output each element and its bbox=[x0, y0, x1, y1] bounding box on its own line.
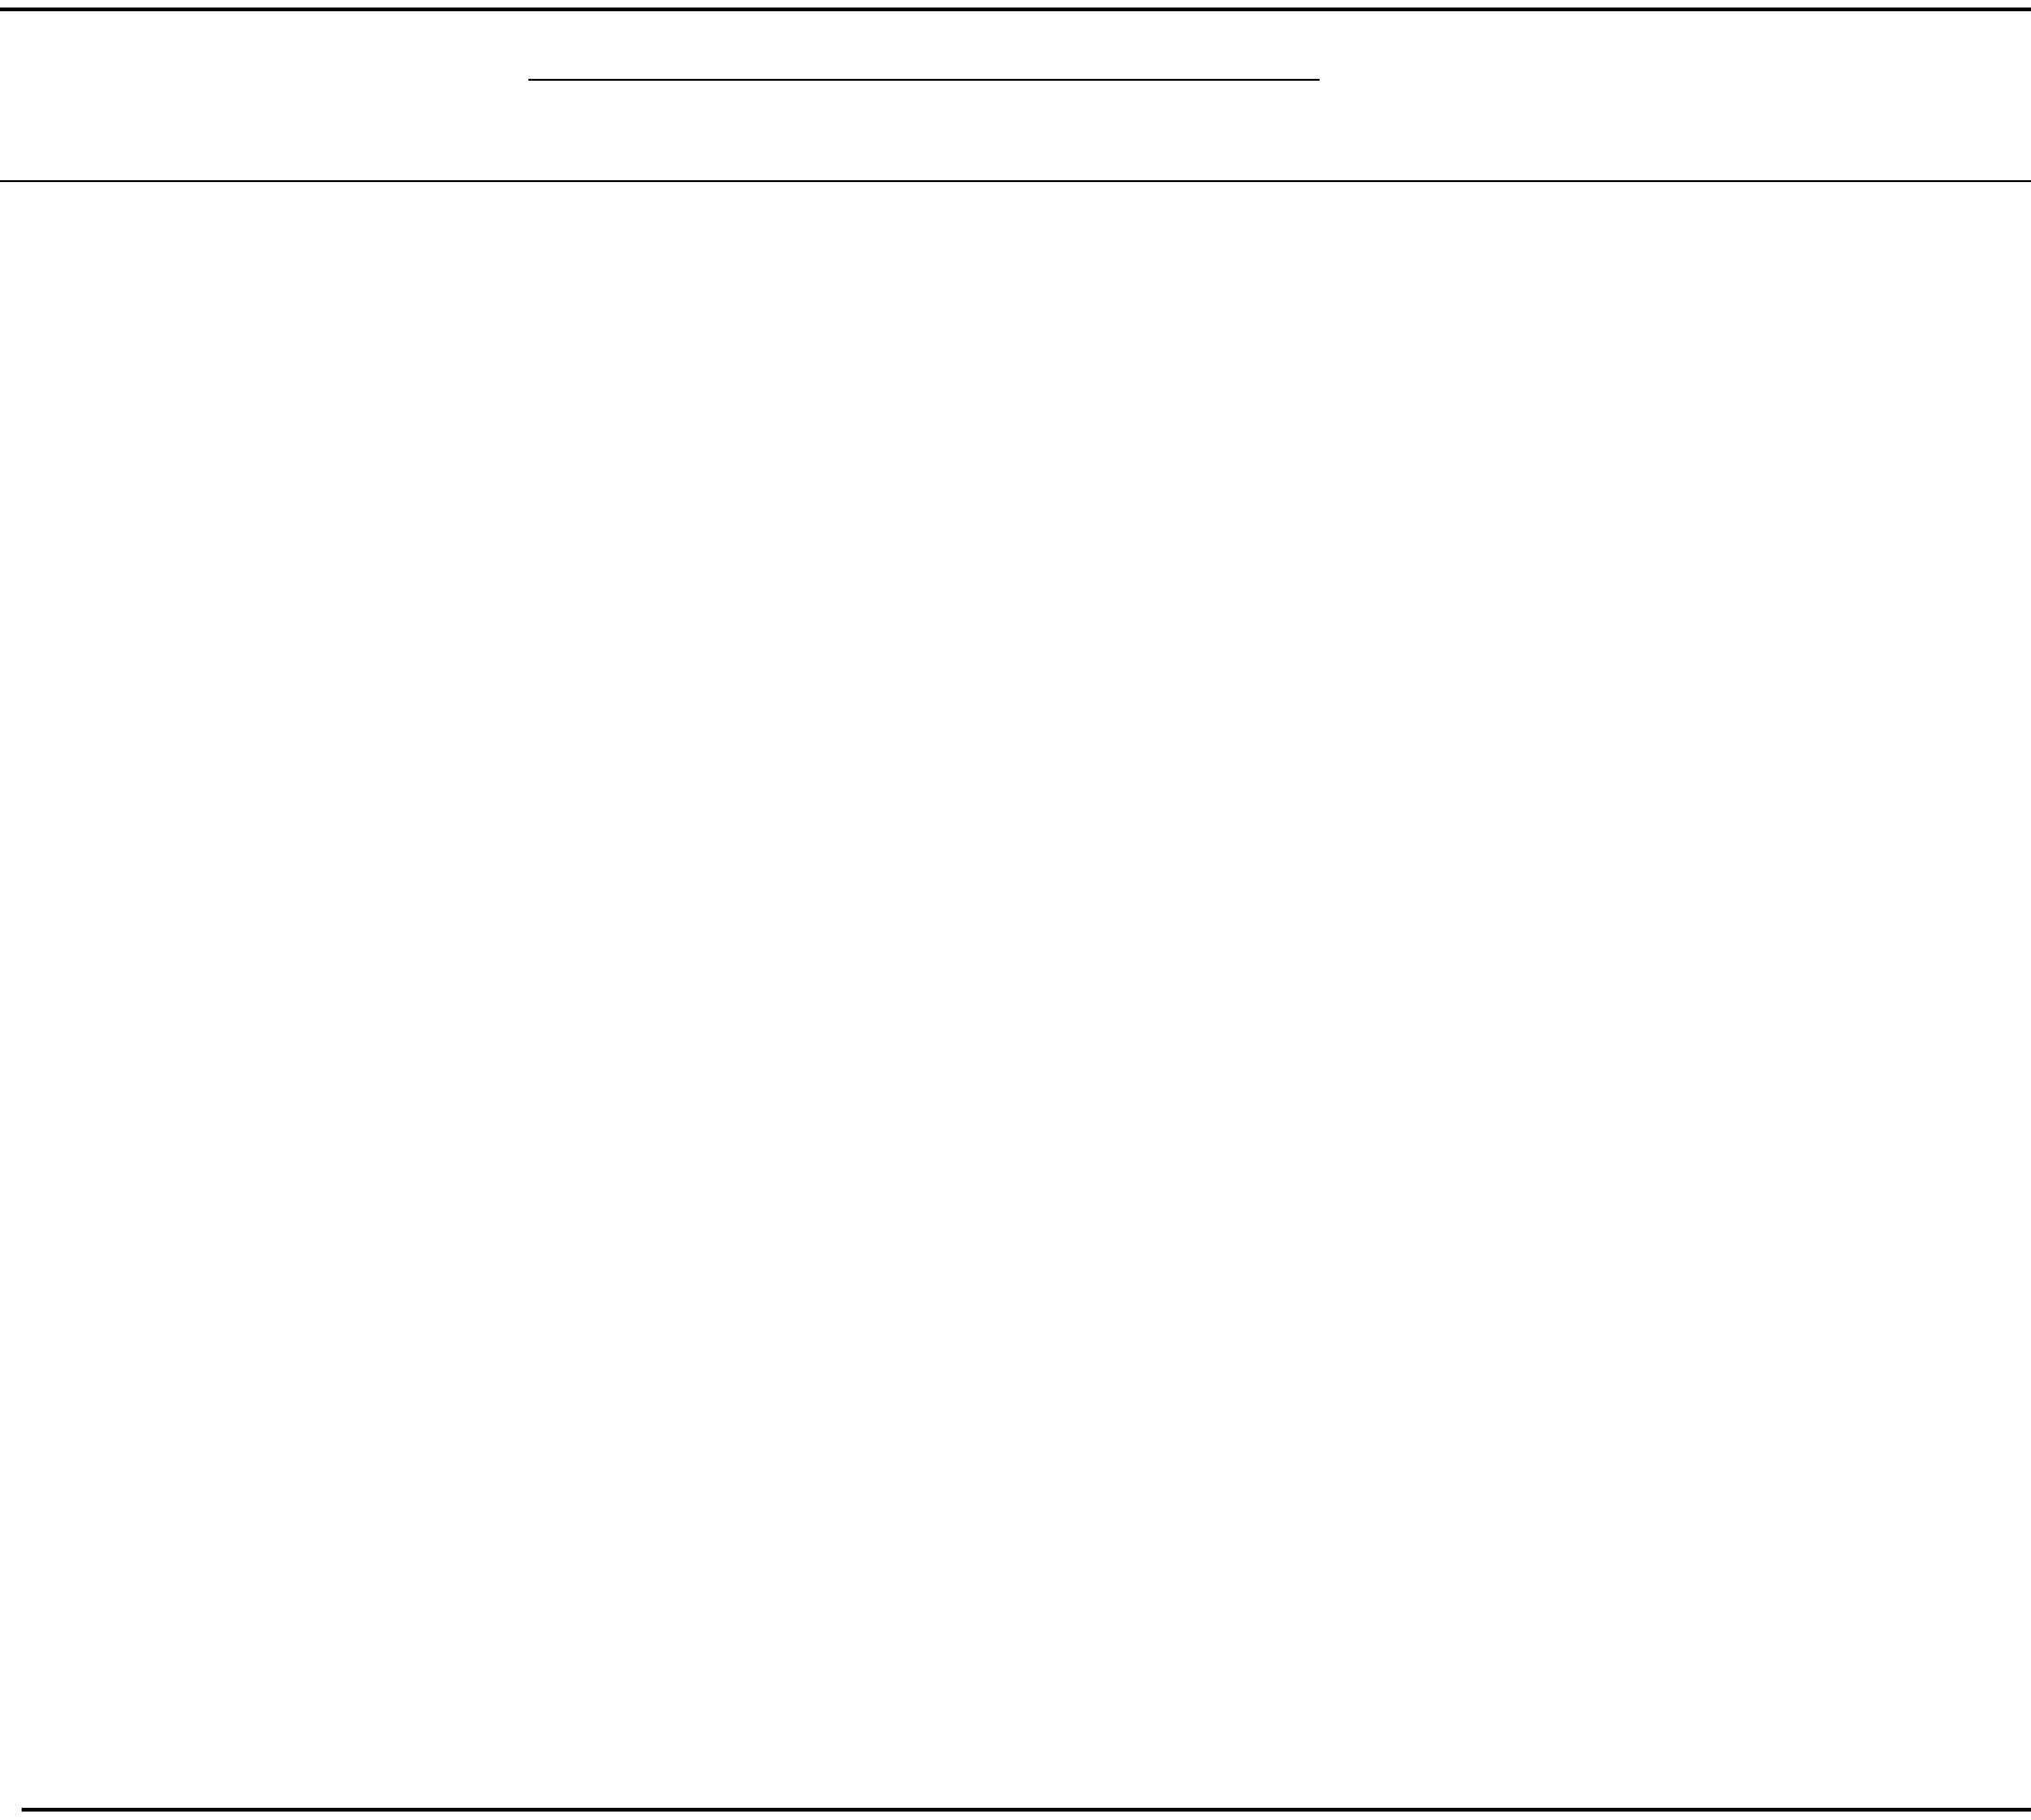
table-top-rule bbox=[0, 8, 2031, 11]
table-header-rule bbox=[0, 180, 2031, 182]
rl-elements-underline bbox=[528, 79, 1320, 81]
table-bottom-rule bbox=[22, 1808, 2031, 1812]
